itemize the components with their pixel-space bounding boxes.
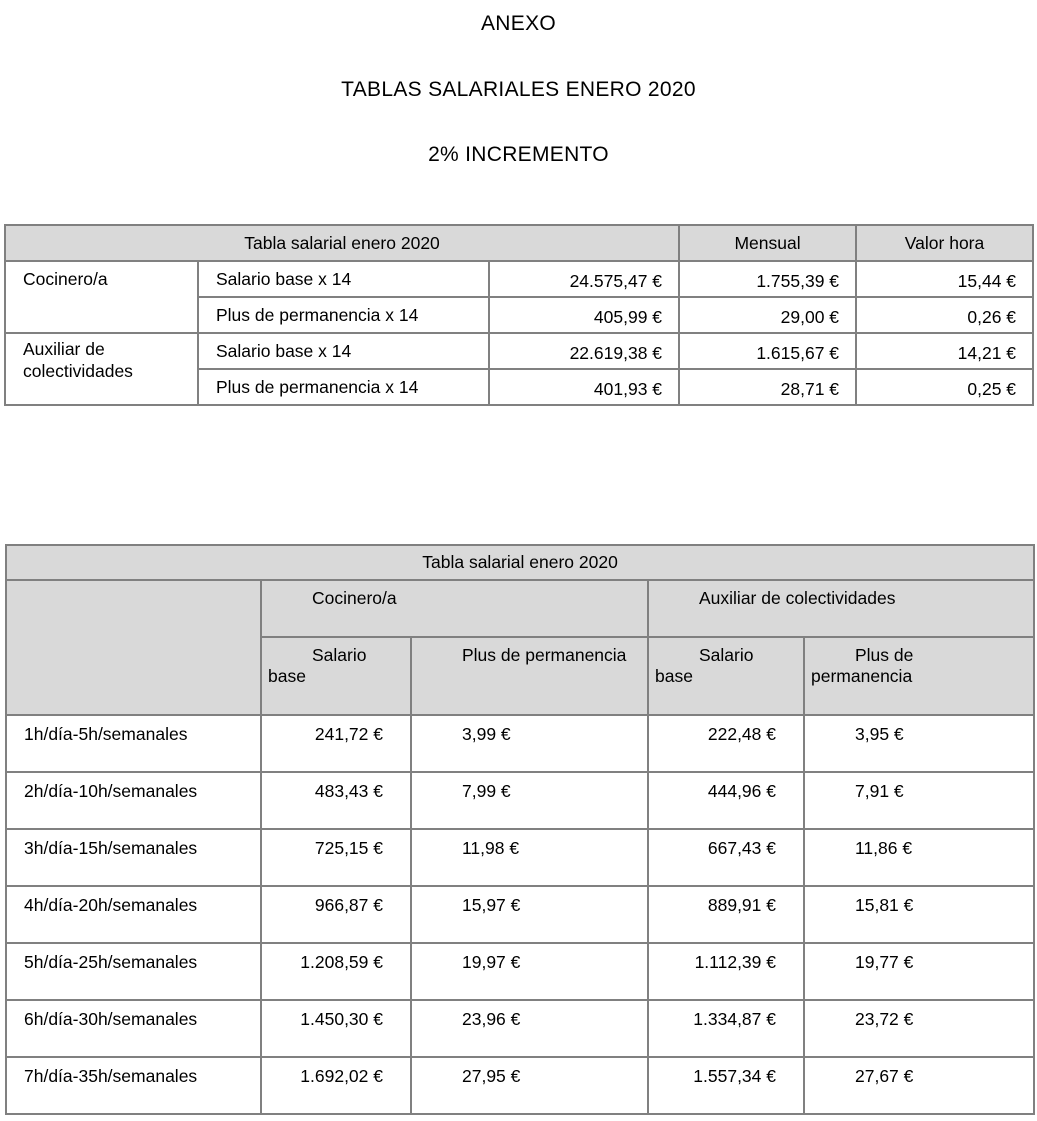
- empty-header-cell: [6, 580, 261, 715]
- table-row: [6, 715, 1034, 772]
- category-line: Auxiliar de: [23, 339, 105, 359]
- cocinero-plus-cell: 27,95 €: [411, 1057, 648, 1114]
- salary-table-hourly: [5, 544, 1035, 1115]
- hours-label-cell: 4h/día-20h/semanales: [6, 886, 261, 943]
- subheader-line: base: [655, 666, 693, 686]
- monthly-cell: 29,00 €: [679, 297, 856, 333]
- table-header-row: [6, 545, 1034, 580]
- subheader-line: base: [268, 666, 306, 686]
- hourly-cell: 15,44 €: [856, 261, 1033, 297]
- subheader-line: Plus de: [855, 645, 914, 665]
- column-header-valor-hora: Valor hora: [856, 225, 1033, 261]
- annual-cell: 401,93 €: [489, 369, 679, 405]
- category-cell: Cocinero/a: [5, 261, 198, 333]
- hours-label-cell: 1h/día-5h/semanales: [6, 715, 261, 772]
- table-header-row: [5, 225, 1033, 261]
- table-row: [6, 943, 1034, 1000]
- auxiliar-salario-cell: 222,48 €: [648, 715, 804, 772]
- table-row: [5, 261, 1033, 297]
- category-line: colectividades: [23, 361, 133, 381]
- auxiliar-plus-cell: 19,77 €: [804, 943, 1034, 1000]
- auxiliar-salario-cell: 667,43 €: [648, 829, 804, 886]
- concept-cell: Plus de permanencia x 14: [198, 369, 489, 405]
- cocinero-salario-cell: 1.450,30 €: [261, 1000, 411, 1057]
- auxiliar-salario-cell: 1.334,87 €: [648, 1000, 804, 1057]
- hourly-cell: 14,21 €: [856, 333, 1033, 369]
- annual-cell: 24.575,47 €: [489, 261, 679, 297]
- cocinero-salario-cell: 241,72 €: [261, 715, 411, 772]
- hourly-cell: 0,25 €: [856, 369, 1033, 405]
- table-row: [6, 1057, 1034, 1114]
- cocinero-plus-cell: 7,99 €: [411, 772, 648, 829]
- cocinero-plus-cell: 15,97 €: [411, 886, 648, 943]
- category-cell: [5, 333, 198, 405]
- concept-cell: Salario base x 14: [198, 261, 489, 297]
- auxiliar-salario-cell: 889,91 €: [648, 886, 804, 943]
- monthly-cell: 28,71 €: [679, 369, 856, 405]
- table-title-cell: Tabla salarial enero 2020: [6, 545, 1034, 580]
- subheader-line: permanencia: [811, 666, 913, 686]
- document-title: TABLAS SALARIALES ENERO 2020: [341, 78, 696, 101]
- subheader-salario-base: [648, 637, 804, 715]
- hours-label-cell: 6h/día-30h/semanales: [6, 1000, 261, 1057]
- auxiliar-salario-cell: 444,96 €: [648, 772, 804, 829]
- hours-label-cell: 3h/día-15h/semanales: [6, 829, 261, 886]
- cocinero-plus-cell: 11,98 €: [411, 829, 648, 886]
- table-title-cell: Tabla salarial enero 2020: [5, 225, 679, 261]
- auxiliar-plus-cell: 3,95 €: [804, 715, 1034, 772]
- auxiliar-plus-cell: 7,91 €: [804, 772, 1034, 829]
- monthly-cell: 1.755,39 €: [679, 261, 856, 297]
- auxiliar-plus-cell: 23,72 €: [804, 1000, 1034, 1057]
- hourly-cell: 0,26 €: [856, 297, 1033, 333]
- monthly-cell: 1.615,67 €: [679, 333, 856, 369]
- auxiliar-plus-cell: 27,67 €: [804, 1057, 1034, 1114]
- cocinero-salario-cell: 1.692,02 €: [261, 1057, 411, 1114]
- auxiliar-salario-cell: 1.112,39 €: [648, 943, 804, 1000]
- annual-cell: 405,99 €: [489, 297, 679, 333]
- table-row: [6, 1000, 1034, 1057]
- subheader-line: Salario: [699, 645, 754, 665]
- column-header-mensual: Mensual: [679, 225, 856, 261]
- group-header-cocinero: Cocinero/a: [261, 580, 648, 637]
- cocinero-salario-cell: 966,87 €: [261, 886, 411, 943]
- hours-label-cell: 7h/día-35h/semanales: [6, 1057, 261, 1114]
- table-row: [5, 333, 1033, 369]
- subheader-salario-base: [261, 637, 411, 715]
- auxiliar-plus-cell: 15,81 €: [804, 886, 1034, 943]
- subheader-plus: Plus de permanencia: [411, 637, 648, 715]
- cocinero-salario-cell: 483,43 €: [261, 772, 411, 829]
- cocinero-plus-cell: 19,97 €: [411, 943, 648, 1000]
- salary-table-annual: [4, 224, 1034, 406]
- cocinero-plus-cell: 23,96 €: [411, 1000, 648, 1057]
- annex-title: ANEXO: [480, 12, 557, 35]
- concept-cell: Salario base x 14: [198, 333, 489, 369]
- increment-subtitle: 2% INCREMENTO: [428, 143, 609, 166]
- group-header-auxiliar: Auxiliar de colectividades: [648, 580, 1034, 637]
- cocinero-salario-cell: 1.208,59 €: [261, 943, 411, 1000]
- table-row: [6, 772, 1034, 829]
- table-row: [6, 829, 1034, 886]
- hours-label-cell: 5h/día-25h/semanales: [6, 943, 261, 1000]
- cocinero-salario-cell: 725,15 €: [261, 829, 411, 886]
- cocinero-plus-cell: 3,99 €: [411, 715, 648, 772]
- subheader-plus: [804, 637, 1034, 715]
- auxiliar-salario-cell: 1.557,34 €: [648, 1057, 804, 1114]
- hours-label-cell: 2h/día-10h/semanales: [6, 772, 261, 829]
- annual-cell: 22.619,38 €: [489, 333, 679, 369]
- table-row: [6, 886, 1034, 943]
- concept-cell: Plus de permanencia x 14: [198, 297, 489, 333]
- subheader-line: Salario: [312, 645, 367, 665]
- auxiliar-plus-cell: 11,86 €: [804, 829, 1034, 886]
- table-header-row: [6, 580, 1034, 637]
